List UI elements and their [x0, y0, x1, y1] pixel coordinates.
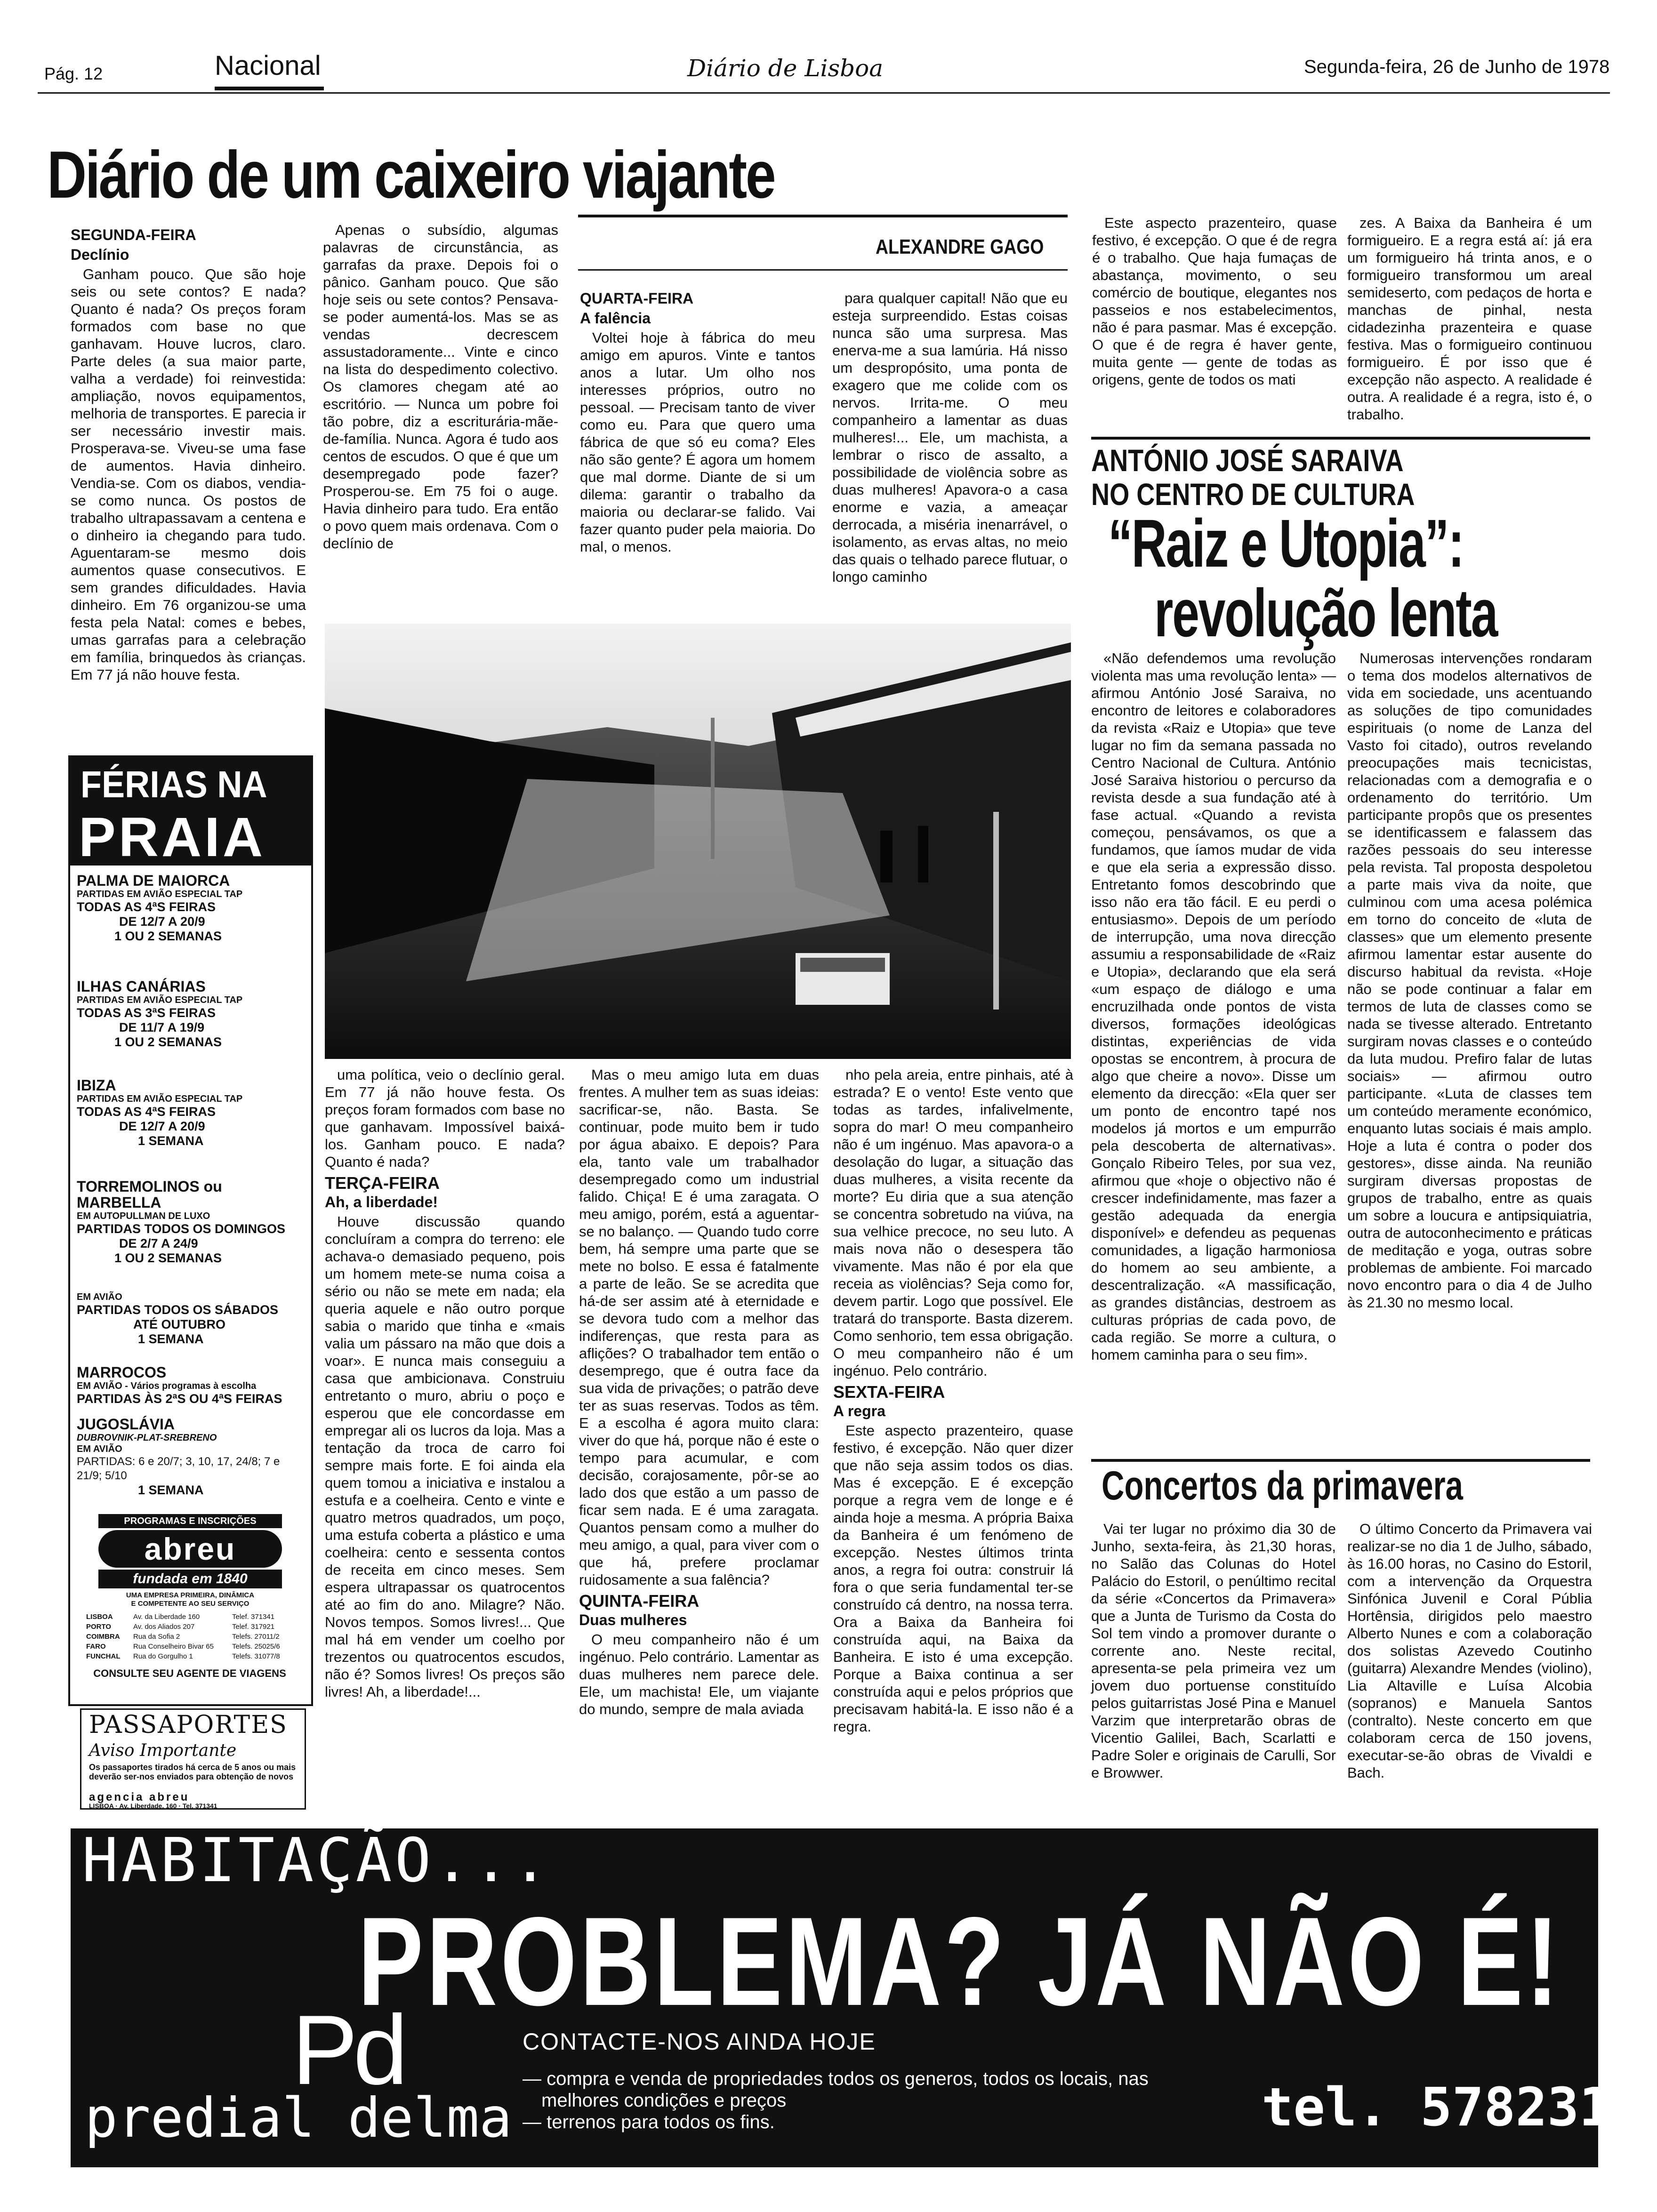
section-name: Nacional [215, 50, 321, 81]
body-text: Ganham pouco. Que são hoje seis ou sete contos? E nada? Quanto é nada? Os preços foram formados com base no que ganhavam. Houve lucros, claro. Parte deles (a sua maior parte, valha a verdade) foi reinvestida: ampliação, novos equipamentos, melhoria de transportes. E parecia ir ser necessário investir mais. Prosperava-se. Viveu-se uma fase de aumentos. Havia dinheiro. Vendia-se. Com os diabos, vendia-se como nunca. Os postos de trabalho ultrapassavam a centena e o dinheiro ia chegando para tudo. Aguentaram-se mesmo dois aumentos quase consecutivos. E sem grandes dificuldades. Havia dinheiro. Em 76 organizou-se uma festa pela Natal: comes e bebes, umas garrafas para a celebração em família, brinquedos às crianças. Em 77 já não houve festa. [71, 266, 306, 683]
predial-delma-brand: predial delma [85, 2086, 512, 2150]
phone-number: tel. 578231 [1262, 2077, 1611, 2138]
ferias-item: ILHAS CANÁRIAS PARTIDAS EM AVIÃO ESPECIAL TAP TODAS AS 3ªS FEIRAS DE 11/7 A 19/9 1 OU 2 SEMANAS [77, 978, 243, 1049]
saraiva-kicker-2: NO CENTRO DE CULTURA [1091, 477, 1415, 512]
offer-line-2: melhores condições e preços [541, 2090, 787, 2111]
caixeiro-col-6-top [1347, 214, 1592, 435]
caixeiro-col-3-bottom [579, 1066, 819, 1730]
ferias-item: EM AVIÃO PARTIDAS TODOS OS SÁBADOS ATÉ OUTUBRO 1 SEMANA [77, 1292, 279, 1346]
section-underline [215, 87, 324, 90]
page-number: Pág. 12 [44, 64, 103, 83]
caixeiro-col-3-top [580, 289, 815, 666]
saraiva-top-rule [1091, 437, 1590, 440]
street-photo [325, 624, 1071, 1059]
body-text: Numerosas intervenções rondaram o tema dos modelos alternativos de vida em sociedade, uns acentuando as soluções de tipo comunidades espirituais (o nome de Lanza del Vasto foi citado), outros revelando preocupações mais tecnicistas, relacionadas com a demografia e o ordenamento do território. Um participante propôs que os presentes se identificassem e falassem das razões pessoais do seu interesse pela revista. Tal proposta despoletou a parte mais viva da noite, que culminou com uma acesa polémica em torno do conceito de «luta de classes» que um elemento presente afirmou lamentar estar ausente do discurso habitual da revista. «Hoje não se pode continuar a falar em termos de luta de classes como se nada se tivesse alterado. Entretanto surgiram novas classes e o conteúdo da luta mudou. Prefiro falar de lutas sociais» — afirmou outro participante. «Luta de classes tem um conteúdo meramente económico, enquanto lutas sociais é mais amplo. Hoje a luta é contra o poder dos gestores», disse ainda. Na reunião surgiram diversas propostas de grupos de trabalho, entre as quais um sobre a loucura e antipsiquiatria, outra de autoconhecimento e práticas de meditação e yoga, outras sobre problemas de ambiente. Foi marcado novo encontro para o dia 4 de Julho às 21.30 no mesmo local. [1347, 650, 1592, 1311]
body-text: «Não defendemos uma revolução violenta mas uma revolução lenta» — afirmou António José Saraiva, no encontro de leitores e colaboradores da revista «Raiz e Utopia» que teve lugar no fim da semana passada no Centro Nacional de Cultura. António José Saraiva historiou o percurso da revista desde a sua fundação até à fase actual. «Quando a revista começou, pensávamos, os que a fundamos, que íamos mudar de vida e que ela seria a expressão disso. Entretanto fomos descobrindo que isso não era tão fácil. E eu perdi o entusiasmo». Depois de um período de interrupção, uma nova direcção assumiu a responsabilidade de «Raiz e Utopia», declarando que ela será «um espaço de diálogo e uma encruzilhada onde pontos de vista diversos, formações ideológicas distintas, experiências de vida opostas se encontrem, à procura de algo que cheire a novo». Disse um elemento da direcção: «Ela quer ser um ponto de encontro tapé nos modelos já mortos e um empurrão pela descoberta de alternativas». Gonçalo Ribeiro Teles, por sua vez, afirmou que «hoje o objectivo não é crescer indefinidamente, mas fazer a gestão adequada da energia disponível» e defendeu as pequenas comunidades, a ligação harmoniosa do homem ao seu ambiente, a descentralização. «A massificação, as grandes distâncias, destroem as culturas próprias de cada povo, de cada região. Se morre a cultura, o homem caminha para o seu fim». [1091, 650, 1336, 1363]
habitacao-title: HABITAÇÃO... [82, 1826, 551, 1896]
body-text: O último Concerto da Primavera vai realizar-se no dia 1 de Julho, sábado, às 16.00 horas, no Casino do Estoril, com a intervenção da Orquestra Sinfónica Juvenil e Coral Públia Hortênsia, dirigidos pelo maestro Alberto Nunes e com a colaboração dos solistas Azevedo Coutinho (guitarra) Alexandre Mendes (violino), Lia Altaville e Luísa Alcobia (sopranos) e Manuela Santos (contralto). Neste concerto em que colaboram cerca de 150 jovens, executar-se-ão obras de Vivaldi e Bach. [1347, 1521, 1592, 1781]
ferias-ad-header [70, 757, 311, 866]
section-title: Declínio [71, 246, 129, 263]
agencia-abreu-logo: agencia abreu [89, 1791, 190, 1803]
caixeiro-col-5-top [1092, 214, 1337, 435]
consult-agent: CONSULTE SEU AGENTE DE VIAGENS [93, 1667, 286, 1679]
offer-line-1: — compra e venda de propriedades todos os generos, todos os locais, nas [523, 2068, 1149, 2089]
body-text: Apenas o subsídio, algumas palavras de circunstância, as garrafas da praxe. Depois foi o pânico. Ganham pouco. Que são hoje seis ou sete contos? Pensava-se poder aumentá-los. Mas se as vendas decrescem assustadoramente... Vinte e cinco na lista do despedimento colectivo. Os clamores chegam até ao escritório. — Nunca um pobre foi tão pobre, diz a escriturária-mãe-de-família. Nunca. Agora é tudo aos centos de escudos. O que é que um desempregado pode fazer? Prosperou-se. Em 75 foi o auge. Havia dinheiro para tudo. Era então o povo quem mais ordenava. Com o declínio de [323, 222, 558, 552]
body-text: Voltei hoje à fábrica do meu amigo em apuros. Vinte e tantos anos a lutar. Um olho nos interesses próprios, outro no pessoal. — Precisam tanto de viver como eu. Para que quero uma fábrica de que só eu coma? Eles não são gente? É agora um homem que mal dorme. Diante de si um dilema: garantir o trabalho da maioria ou declarar-se falido. Vai fazer quanto puder pela maioria. Do mal, o menos. [580, 329, 815, 555]
office-row: PORTO Av. dos Aliados 207 Telef. 317921 [86, 1623, 275, 1631]
passaportes-ad [80, 1708, 306, 1810]
body-text: O meu companheiro não é um ingénuo. Pelo contrário. Lamentar as duas mulheres nem parece dele. Ele, um machista! Ele, um viajante do mundo, sempre de mala aviada [579, 1631, 819, 1717]
caixeiro-headline: Diário de um caixeiro viajante [47, 137, 775, 212]
office-row: COIMBRA Rua da Sofia 2 Telefs. 27011/2 [86, 1633, 280, 1641]
problema-headline: PROBLEMA? JÁ NÃO É! [358, 1891, 1562, 2032]
body-text: Vai ter lugar no próximo dia 30 de Junho, sexta-feira, às 21,30 horas, no Salão das Colunas do Hotel Palácio do Estoril, o penúltimo recital da série «Concertos da Primavera» que a Junta de Turismo da Costa do Sol tem vindo a promover durante o corrente ano. Neste recital, apresenta-se pela primeira vez um jovem duo portuense constituído pelos guitarristas José Pina e Manuel Varzim que interpretarão obras de Vicentio Galilei, Bach, Scarlatti e Padre Soler e originais de Carulli, Sor e Browwer. [1091, 1521, 1336, 1781]
pd-logo: Pd [292, 1995, 403, 2105]
office-row: FARO Rua Conselheiro Bivar 65 Telefs. 25025/6 [86, 1643, 280, 1651]
saraiva-kicker-1: ANTÓNIO JOSÉ SARAIVA [1091, 443, 1404, 478]
concertos-top-rule [1091, 1459, 1590, 1462]
abreu-tagline-1: UMA EMPRESA PRIMEIRA, DINÂMICA [126, 1591, 255, 1599]
body-text: Este aspecto prazenteiro, quase festivo, é excepção. O que é de regra é o trabalho. Que haja fumaças de abastança, movimento, o seu comércio de boutique, elegantes nos passeios e nos estabelecimentos, não é para pasmar. Mas é excepção. O que é de regra é haver gente, muita gente — gente de todas as origens, gente de todos os mati [1092, 215, 1337, 388]
offer-line-3: — terrenos para todos os fins. [523, 2112, 775, 2132]
day-heading: QUARTA-FEIRA [580, 290, 694, 307]
abreu-wordmark: abreu [144, 1531, 236, 1566]
ferias-ad [68, 755, 313, 1706]
day-heading: QUINTA-FEIRA [579, 1591, 700, 1611]
section-title: A regra [833, 1403, 885, 1419]
concertos-headline: Concertos da primavera [1102, 1463, 1463, 1508]
day-heading: SEXTA-FEIRA [833, 1382, 945, 1402]
masthead-rule [38, 92, 1610, 94]
section-title: Duas mulheres [579, 1611, 687, 1628]
section-title: Ah, a liberdade! [325, 1194, 438, 1210]
ferias-item: TORREMOLINOS ou MARBELLA EM AUTOPULLMAN DE LUXO PARTIDAS TODOS OS DOMINGOS DE 2/7 A 24/9 1 OU 2 SEMANAS [77, 1178, 286, 1265]
concertos-col-2 [1347, 1520, 1592, 1781]
ferias-item: IBIZA PARTIDAS EM AVIÃO ESPECIAL TAP TODAS AS 4ªS FEIRAS DE 12/7 A 20/9 1 SEMANA [77, 1077, 243, 1148]
contact-line: CONTACTE-NOS AINDA HOJE [523, 2028, 876, 2055]
byline-rule-top [578, 215, 1068, 217]
body-text: zes. A Baixa da Banheira é um formigueiro. E a regra está aí: já era um formigueiro há trinta anos, e o formigueiro transformou um areal semideserto, com pedaços de horta e manchas de pinhal, nesta cidadezinha prazenteira e quase festiva. Mas o formigueiro continuou formigueiro. É por isso que é excepção não aspecto. A realidade é outra. A realidade é a regra, isto é, o trabalho. [1347, 215, 1592, 423]
caixeiro-col-2-top [323, 221, 558, 678]
paper-name: Diário de Lisboa [687, 55, 884, 82]
passaportes-text: Os passaportes tirados há cerca de 5 anos ou mais deverão ser-nos enviados para obtenção de novos [89, 1763, 296, 1781]
caixeiro-col-1 [71, 226, 306, 744]
fundada-banner: fundada em 1840 [98, 1570, 282, 1588]
saraiva-headline-2: revolução lenta [1154, 575, 1497, 651]
saraiva-col-1 [1091, 649, 1336, 1450]
concertos-col-1 [1091, 1520, 1336, 1781]
ferias-title: FÉRIAS NA [80, 763, 267, 805]
ferias-item: MARROCOS EM AVIÃO - Vários programas à escolha PARTIDAS ÀS 2ªS OU 4ªS FEIRAS [77, 1364, 282, 1406]
ferias-item: PALMA DE MAIORCA PARTIDAS EM AVIÃO ESPECIAL TAP TODAS AS 4ªS FEIRAS DE 12/7 A 20/9 1 OU 2 SEMANAS [77, 872, 243, 943]
passaportes-title: PASSAPORTES [89, 1711, 288, 1739]
body-text: para qualquer capital! Não que eu esteja surpreendido. Estas coisas nunca são uma surpresa. Mas enerva-me a sua lamúria. Há nisso um despropósito, uma ponta de exagero que me colide com os nervos. Irrita-me. O meu companheiro a lamentar as duas mulheres!... Ele, um machista, a lembrar o risco de assalto, a possibilidade de violência sobre as duas mulheres! Apavora-o a casa enorme e vazia, a ameaçar derrocada, a miséria inenarrável, o isolamento, as ervas altas, no meio das quais o telhado parece flutuar, o longo caminho [832, 290, 1068, 585]
office-list [86, 1612, 293, 1661]
abreu-logo [98, 1530, 282, 1568]
issue-date: Segunda-feira, 26 de Junho de 1978 [1304, 56, 1610, 77]
masthead [38, 28, 1610, 94]
caixeiro-col-2-bottom [325, 1066, 565, 1730]
byline-rule-bottom [578, 269, 1068, 271]
praia-title: PRAIA [79, 806, 266, 868]
body-text: uma política, veio o declínio geral. Em 77 já não houve festa. Os preços foram formados com base no que ganhavam. Impossível baixá-los. Ganham pouco. E nada? Quanto é nada? [325, 1066, 565, 1170]
body-text: Houve discussão quando concluíram a compra do terreno: ele achava-o demasiado pequeno, pois um homem mete-se numa coisa a sério ou não se mete em nada; ela queria aquele e não outro porque sabia o marido que tinha e «mais valia um pássaro na mão que dois a voar». E nunca mais conseguiu a casa que ambicionava. Construiu entretanto o muro, abriu o poço e esperou que ele concordasse em empregar ali os lucros da loja. Mas a tentação da troca de carro foi sempre mais forte. E foi ainda ela quem tomou a iniciativa e instalou a estufa e a coelheira. Cento e vinte e quatro metros quadrados, um poço, uma estufa coberta a plástico e uma coelheira: cento e sessenta contos de receita em cinco meses. Sem espera ultrapassar os quatrocentos até ao fim do ano. Milagre? Não. Novos tempos. Somos livres!... Que mal há em vender um coelho por trezentos ou quatrocentos escudos, não é? Somos livres! Os preços são livres! Ah, a liberdade!... [325, 1213, 565, 1700]
body-text: Este aspecto prazenteiro, quase festivo, é excepção. Não quer dizer que não seja assim todos os dias. Mas é excepção. E é excepção porque a regra vem de longe e é ainda hoje a mesma. A própria Baixa da Banheira é um fenómeno de excepção. Nestes últimos trinta anos, a regra foi outra: construir lá fora o que seria fundamental ter-se construído cá dentro, na nossa terra. Ora a Baixa da Banheira foi construída aqui, na Baixa da Banheira. E isto é uma excepção. Porque a Baixa continua a ser construída aqui e pelos próprios que precisavam habitá-la. E isso não é a regra. [833, 1422, 1073, 1735]
programas-banner: PROGRAMAS E INSCRIÇÕES [98, 1514, 282, 1528]
body-text: nho pela areia, entre pinhais, até à estrada? E o vento! Este vento que todas as tardes, infalivelmente, sopra do mar! O meu companheiro não é um ingénuo. Mas apavora-o a desolação do lugar, a situação das duas mulheres, a visita recente da morte? Eu diria que a sua atenção se concentra sobretudo na viúva, na sua velhice precoce, no seu luto. A mais nova não o desespera tão vivamente. Mas não é por ela que receia as violências? Seja como for, devem partir. Logo que possível. Ele tratará do transporte. Basta dizerem. Como senhorio, tem essa obrigação. O meu companheiro não é um ingénuo. Pelo contrário. [833, 1066, 1073, 1379]
caixeiro-col-4-top [832, 289, 1068, 666]
saraiva-col-2 [1347, 649, 1592, 1450]
office-row: LISBOA Av. da Liberdade 160 Telef. 371341 [86, 1613, 275, 1621]
body-text: Mas o meu amigo luta em duas frentes. A mulher tem as suas ideias: sacrificar-se, não. Basta. Se continuar, pode muito bem ir tudo por água abaixo. E depois? Para ela, tanto vale um trabalhador desempregado como um industrial falido. Chiça! E é uma zaragata. O meu amigo, porém, está a aguentar-se no balanço. — Quando tudo corre bem, há sempre uma parte que se mete no bolso. E essa é fatalmente a parte de leão. Se se acredita que há-de ser assim até à eternidade e se devora tudo com a melhor das indiferenças, que resta para as aflições? O trabalhador tem então o desemprego, que é outra face da sua vida de privações; o patrão deve ter as suas reservas. Todos as têm. E a escolha é agora muito clara: viver do que há, porque não é este o tempo para acumular, e com decisão, corajosamente, pôr-se ao lado dos que estão a um passo de ficar sem nada. E é uma zaragata. Quantos pensam como a mulher do meu amigo, a qual, para viver com o que há, prefere proclamar ruidosamente a sua falência? [579, 1066, 819, 1588]
aviso-subtitle: Aviso Importante [89, 1741, 237, 1760]
abreu-tagline-2: E COMPETENTE AO SEU SERVIÇO [131, 1600, 249, 1608]
author-byline: ALEXANDRE GAGO [876, 235, 1044, 258]
office-row: FUNCHAL Rua do Gorgulho 1 Telefs. 31077/8 [86, 1652, 280, 1660]
habitacao-ad [71, 1826, 1611, 2167]
section-title: A falência [580, 310, 651, 327]
day-heading: SEGUNDA-FEIRA [71, 226, 196, 243]
caixeiro-col-4-bottom [833, 1066, 1073, 1735]
day-heading: TERÇA-FEIRA [325, 1173, 440, 1193]
ferias-item: JUGOSLÁVIA DUBROVNIK-PLAT-SREBRENO EM AVIÃO PARTIDAS: 6 e 20/7; 3, 10, 17, 24/8; 7 e 21/9; 5/10 1 SEMANA [77, 1416, 280, 1497]
saraiva-headline-1: “Raiz e Utopia”: [1108, 505, 1464, 581]
passaportes-address: LISBOA · Av. Liberdade, 160 · Tel. 371341 [89, 1802, 217, 1810]
